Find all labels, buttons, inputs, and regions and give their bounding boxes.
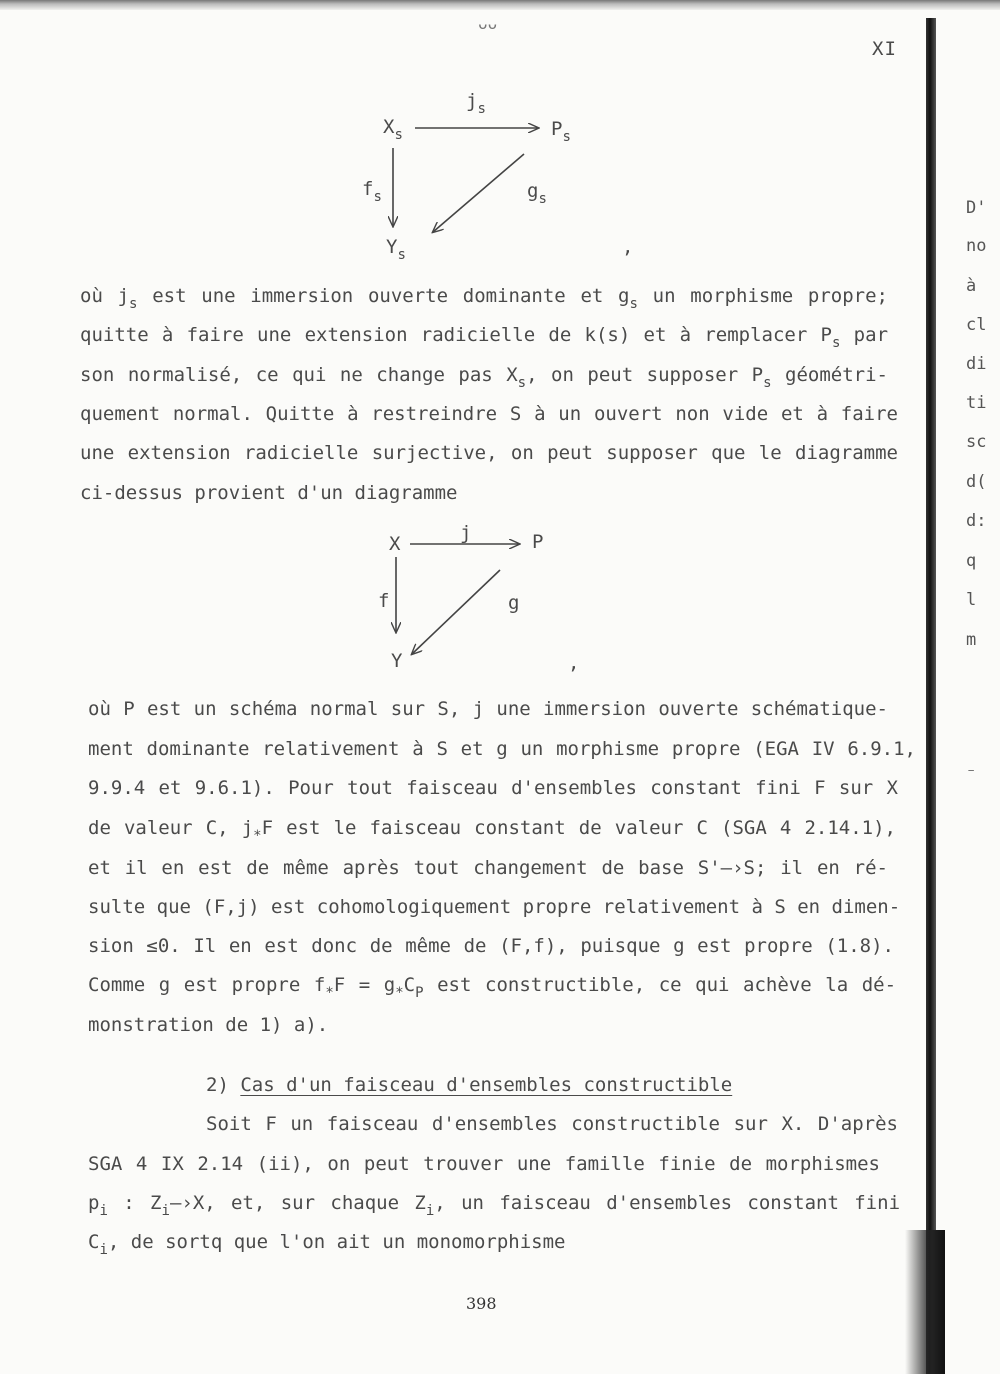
margin-fragment: q [966,551,977,571]
chapter-marker: XI [872,38,897,60]
margin-fragment: d( [966,472,987,492]
margin-fragment: à [966,276,977,296]
diagram2-top-label: j [460,522,472,544]
p1-line-6: ci-dessus provient d'un diagramme [80,482,458,504]
p2-line-7: sion ≤0. Il en est donc de même de (F,f), puisque g est propre (1.8). [88,935,894,957]
margin-fragment: d: [966,511,987,531]
margin-fragment: no [966,236,987,256]
p1-line-5: une extension radicielle surjective, on peut supposer que le diagramme [80,442,898,464]
margin-fragment: ⁻ [966,764,977,784]
p2-line-2: ment dominante relativement à S et g un morphisme propre (EGA IV 6.9.1, [88,738,916,760]
diagram2-left-label: f [378,590,390,612]
p1-line-3: son normalisé, ce qui ne change pas $X_s$, on peut supposer $P_s$ géométri- [80,364,888,391]
page-number: 398 [466,1294,497,1313]
p2-line-5: et il en est de même après tout changement de base S'—›S; il en ré- [88,857,888,879]
arrow-g-s [433,154,524,232]
margin-fragment: D' [966,198,987,218]
margin-fragment: l [966,590,977,610]
diagram2-trailing-comma: , [568,652,580,674]
diagram1-source: $X_s$ [383,116,403,143]
diagram2-source: X [389,533,401,555]
diagram1-diag-label: $g_s$ [527,180,547,207]
margin-fragment: ti [966,393,987,413]
p2-line-6: sulte que (F,j) est cohomologiquement propre relativement à S en dimen- [88,896,901,918]
p3-line-3: $p_i$ : $Z_i—›X$, et, sur chaque $Z_i$, un faisceau d'ensembles constant fini [88,1192,901,1219]
p1-line-1: où $j_s$ est une immersion ouverte dominante et $g_s$ un morphisme propre; [80,285,888,312]
p3-line-1: Soit F un faisceau d'ensembles constructible sur X. D'après [206,1113,898,1135]
margin-fragment: m [966,630,977,650]
diagram1-target: $P_s$ [551,118,571,145]
p2-line-4: de valeur C, $j_*F$ est le faisceau constant de valeur C (SGA 4 2.14.1), [88,817,896,844]
diagram1-left-label: $f_s$ [362,178,382,205]
section-heading [206,1074,732,1096]
p3-line-2: SGA 4 IX 2.14 (ii), on peut trouver une famille finie de morphismes [88,1153,880,1175]
margin-fragment: sc [966,432,987,452]
p3-line-4: $C_i$, de sortq que l'on ait un monomorphisme [88,1231,566,1258]
p2-line-1: où P est un schéma normal sur S, j une immersion ouverte schématique- [88,698,888,720]
diagram1-trailing-comma: , [622,236,634,258]
p1-line-4: quement normal. Quitte à restreindre S à un ouvert non vide et à faire [80,403,898,425]
section-title: Cas d'un faisceau d'ensembles constructible [240,1074,733,1096]
diagram1-top-label: $j_s$ [466,90,486,117]
p1-line-2: quitte à faire une extension radicielle de k(s) et à remplacer $P_s$ par [80,324,889,351]
margin-fragment: di [966,354,987,374]
diagram1-bottom: $Y_s$ [386,236,406,263]
p2-line-3: 9.9.4 et 9.6.1). Pour tout faisceau d'ensembles constant fini F sur X [88,777,898,799]
margin-fragment: cl [966,315,987,335]
diagram2-diag-label: g [508,592,520,614]
arrow-g [412,570,500,654]
section-number: 2) [206,1074,241,1096]
p2-line-8: Comme g est propre $f_*F = g_*C_P$ est constructible, ce qui achève la dé- [88,974,897,1001]
diagram2-bottom: Y [391,650,403,672]
p2-line-9: monstration de 1) a). [88,1014,329,1036]
diagram2-target: P [532,531,544,553]
scan-mark: ᴗᴗ [478,14,498,33]
